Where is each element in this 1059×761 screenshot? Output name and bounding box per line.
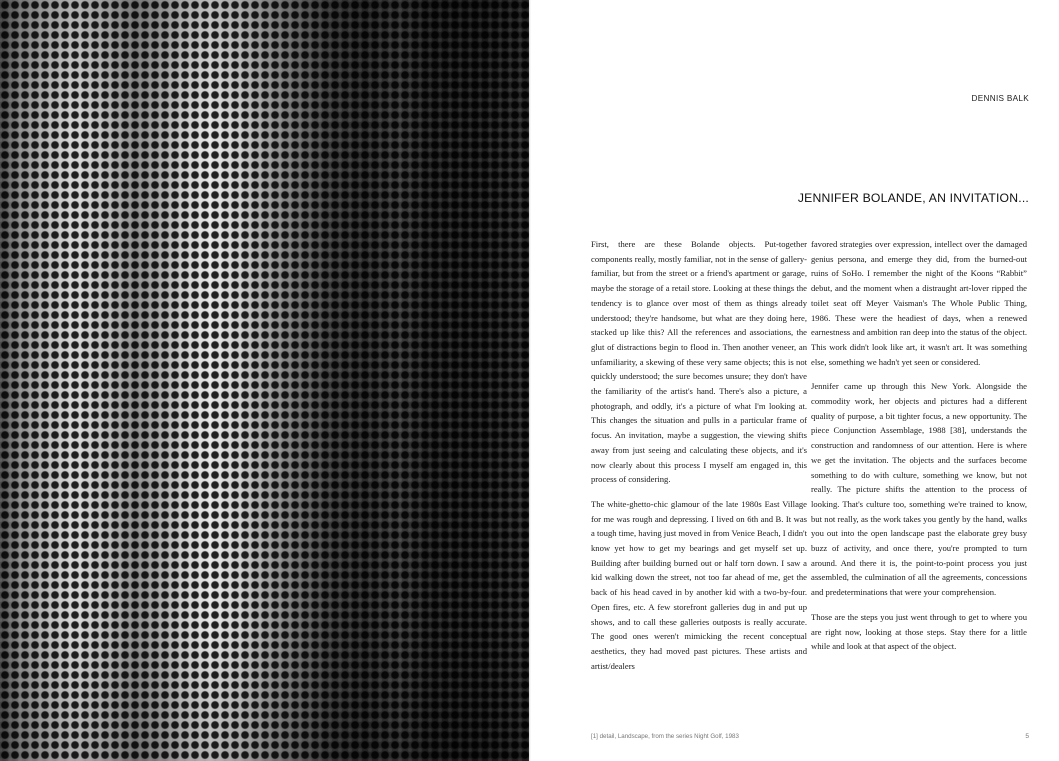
- page-number: 5: [1025, 733, 1029, 740]
- paragraph: Those are the steps you just went through to get to where you are right now, looking at those steps. Stay there for a little while and look at that aspect of the object.: [811, 611, 1027, 652]
- paragraph: The white-ghetto-chic glamour of the late 1980s East Village for me was rough and depressing. I lived on 6th and B. It was a tough time, having just moved in from Venice Beach, I didn't know yet how to get my bearings and get myself set up. Building after building burned out or half torn down. I saw a kid walking down the street, not too far ahead of me, get the back of his head caved in by another kid with a two-by-four. Open fires, etc. A few storefront galleries dug in and put up shows, and to call these galleries outposts is really accurate. The good ones weren't mimicking the recent conceptual aesthetics, they had moved past pictures. These artists and artist/dealers: [591, 498, 807, 671]
- paragraph: First, there are these Bolande objects. Put-together components really, mostly familiar, not in the sense of gallery-familiar, but from the street or a friend's apartment or garage, maybe the storage of a retail store. Looking at these things the tendency is to glance over most of them as things already understood; they're handsome, but what are they doing here, stacked up like this? All the references and associations, the glut of distractions begin to flood in. Then another veneer, an unfamiliarity, a skewing of these very same objects; this is not quickly understood; the sure becomes unsure; they don't have the familiarity of the artist's hand. There's also a picture, a photograph, and oddly, it's a picture of what I'm looking at. This changes the situation and pulls in a particular frame of focus. An invitation, maybe a suggestion, the viewing shifts away from just seeing and calculating these objects, and it's now clearly about this process I myself am engaged in, this process of considering.: [591, 239, 807, 485]
- essay-title: JENNIFER BOLANDE, AN INVITATION...: [797, 191, 1029, 205]
- text-column-left: [591, 237, 807, 683]
- paragraph: Jennifer came up through this New York. Alongside the commodity work, her objects and pictures had a different quality of purpose, a bit tighter focus, a new opportunity. The piece Conjunction Assemblage, 1988 [38], understands the construction and randomness of our attention. Here is where we get the invitation. The objects and the surfaces become something to do with culture, something we know, but not really. The picture shifts the attention to the process of looking. That's culture too, something we're trained to know, but not really, as the work takes you gently by the hand, walks you out into the open landscape past the elaborate grey busy buzz of activity, and once there, you're prompted to turn around. And there it is, the point-to-point process you just assembled, the culmination of all the agreements, concessions and predeterminations that were your comprehension.: [811, 381, 1027, 598]
- running-header-author: DENNIS BALK: [971, 94, 1029, 103]
- text-column-right: [811, 237, 1027, 664]
- photo-vignette: [0, 0, 529, 761]
- halftone-photograph: [0, 0, 529, 761]
- image-caption: [1] detail, Landscape, from the series Night Golf, 1983: [591, 733, 739, 740]
- page-gutter: [529, 0, 531, 761]
- paragraph: favored strategies over expression, intellect over the damaged genius persona, and emerge they did, from the burned-out ruins of SoHo. I remember the night of the Koons “Rabbit” debut, and the moment when a distraught art-lover ripped the toilet seat off Meyer Vaisman's The Whole Public Thing, 1986. These were the headiest of days, when a renewed earnestness and ambition ran deep into the status of the object. This work didn't look like art, it wasn't art. It was something else, something we hadn't yet seen or considered.: [811, 239, 1027, 367]
